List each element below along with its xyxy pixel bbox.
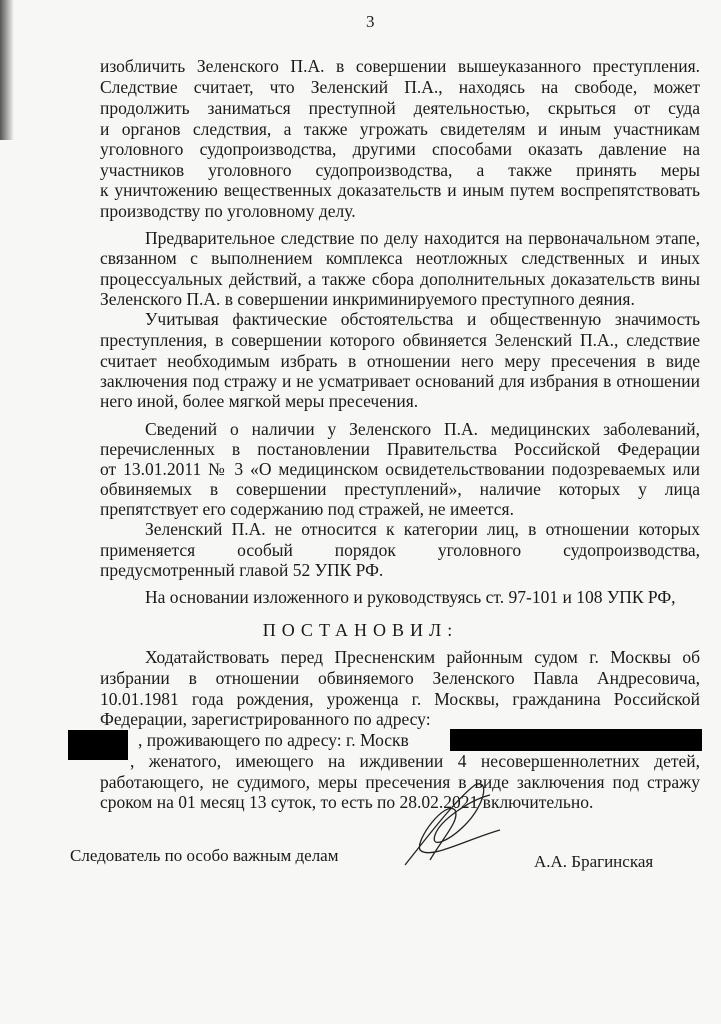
decision-line: , женатого, имеющего на иждивении 4 несовершеннолетних детей,	[130, 751, 700, 771]
text-line: Сведений о наличии у Зеленского П.А. медицинских заболеваний,	[145, 419, 700, 439]
text-line: изобличить Зеленского П.А. в совершении вышеуказанного преступления.	[100, 56, 700, 76]
text-line: Зеленский П.А. не относится к категории лиц, в отношении которых	[145, 519, 700, 539]
decision-line: 10.01.1981 года рождения, уроженца г. Москвы, гражданина Российской	[100, 689, 700, 709]
text-line: Зеленского П.А. в совершении инкриминируемого преступного деяния.	[100, 289, 635, 309]
decision-line: Ходатайствовать перед Пресненским районным судом г. Москвы об	[145, 647, 700, 667]
text-line: и органов следствия, а также угрожать свидетелям и иным участникам	[100, 119, 700, 139]
signatory-position: Следователь по особо важным делам	[70, 846, 339, 865]
text-line: На основании изложенного и руководствуясь ст. 97-101 и 108 УПК РФ,	[145, 587, 676, 607]
redaction-address-2	[68, 730, 128, 760]
text-line: Учитывая фактические обстоятельства и общественную значимость	[145, 309, 700, 329]
text-line: него иной, более мягкой меры пресечения.	[100, 391, 419, 411]
text-line: препятствует его содержанию под стражей, не имеется.	[100, 499, 514, 519]
text-line: продолжить заниматься преступной деятельностью, скрыться от суда	[100, 98, 700, 118]
text-line: применяется особый порядок уголовного судопроизводства,	[100, 540, 700, 560]
text-line: к уничтожению вещественных доказательств и иным путем воспрепятствовать	[100, 180, 700, 200]
scan-shadow	[0, 0, 14, 140]
text-line: считает необходимым избрать в отношении него меру пресечения в виде	[100, 351, 700, 371]
handwritten-signature	[395, 780, 505, 870]
text-line: процессуальных действий, а также сбора дополнительных доказательств вины	[100, 269, 700, 289]
decision-line: , проживающего по адресу: г. Москв	[138, 730, 409, 750]
decision-line: Федерации, зарегистрированного по адресу:	[100, 709, 431, 729]
page-number: 3	[366, 12, 375, 31]
text-line: участников уголовного судопроизводства, а также принять меры	[100, 160, 700, 180]
text-line: перечисленных в постановлении Правительства Российской Федерации	[100, 439, 700, 459]
text-line: связанном с выполнением комплекса неотложных следственных и иных	[100, 248, 700, 268]
text-line: производству по уголовному делу.	[100, 201, 356, 221]
text-line: уголовного судопроизводства, другими способами оказать давление на	[100, 139, 700, 159]
text-line: Предварительное следствие по делу находится на первоначальном этапе,	[145, 228, 700, 248]
text-line: обвиняемых в совершении преступлений», наличие которых у лица	[100, 479, 700, 499]
text-line: преступления, в совершении которого обвиняется Зеленский П.А., следствие	[100, 330, 700, 350]
redaction-address	[450, 729, 702, 751]
text-line: заключения под стражу и не усматривает оснований для избрания в отношении	[100, 371, 700, 391]
text-line: от 13.01.2011 № 3 «О медицинском освидетельствовании подозреваемых или	[100, 459, 700, 479]
decision-line: избрании в отношении обвиняемого Зеленского Павла Андресовича,	[100, 668, 700, 688]
text-line: предусмотренный главой 52 УПК РФ.	[100, 560, 384, 580]
decision-line: работающего, не судимого, меры пресечения в виде заключения под стражу	[100, 772, 700, 792]
signatory-name: А.А. Брагинская	[534, 852, 654, 871]
text-line: Следствие считает, что Зеленский П.А., находясь на свободе, может	[100, 77, 700, 97]
decision-line: сроком на 01 месяц 13 суток, то есть по 28.02.2021 включительно.	[100, 792, 594, 812]
decision-title: ПОСТАНОВИЛ:	[262, 620, 459, 640]
